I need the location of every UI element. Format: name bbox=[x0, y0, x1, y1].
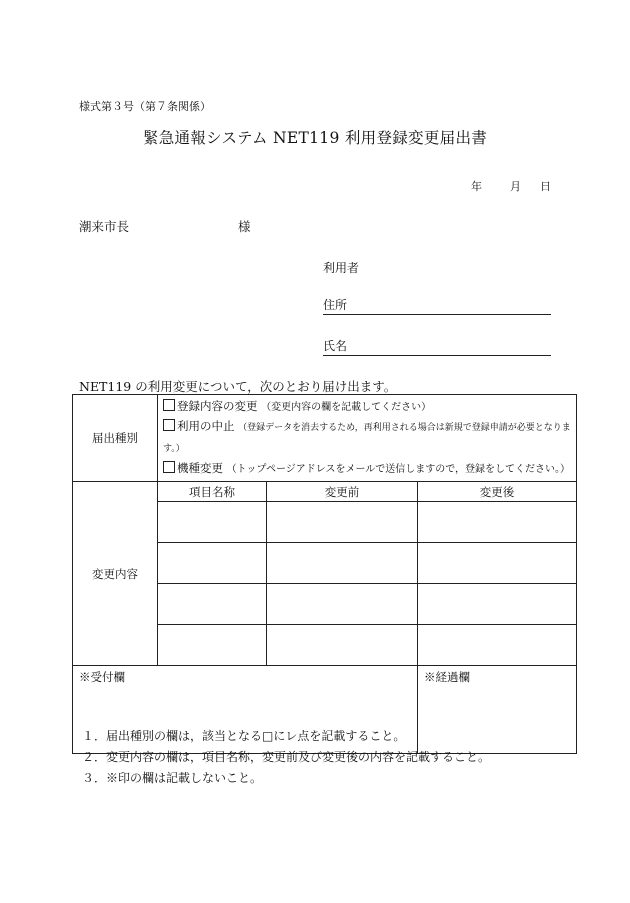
name-field[interactable] bbox=[323, 337, 551, 356]
item-name-cell[interactable] bbox=[158, 625, 267, 666]
notes bbox=[82, 726, 490, 789]
option-stop-use[interactable]: 利用の中止 （登録データを消去するため，再利用される場合は新規で登録申請が必要となります。） bbox=[163, 419, 571, 454]
page-title: 緊急通報システム NET119 利用登録変更届出書 bbox=[142, 129, 488, 147]
change-header-row bbox=[73, 482, 577, 502]
form-number: 様式第３号（第７条関係） bbox=[79, 100, 211, 113]
notification-type-label: 届出種別 bbox=[73, 395, 158, 482]
before-cell[interactable] bbox=[267, 543, 418, 584]
notification-type-row bbox=[73, 395, 577, 482]
note-item: ２．変更内容の欄は，項目名称，変更前及び変更後の内容を記載すること。 bbox=[82, 750, 491, 764]
checkbox[interactable] bbox=[163, 461, 175, 473]
item-name-cell[interactable] bbox=[158, 543, 267, 584]
note-item: １．届出種別の欄は，該当となる□にレ点を記載すること。 bbox=[82, 729, 406, 743]
addressee: 潮来市長 bbox=[79, 219, 130, 234]
address-field[interactable] bbox=[323, 296, 551, 315]
checkbox[interactable] bbox=[163, 399, 175, 411]
column-header: 項目名称 bbox=[158, 482, 267, 502]
date-day: 日 bbox=[540, 180, 551, 193]
option-device-change[interactable]: 機種変更 （トップページアドレスをメールで送信しますので，登録をしてください。） bbox=[163, 459, 576, 479]
reception-label: ※受付欄 bbox=[79, 670, 125, 684]
address-label: 住所 bbox=[323, 298, 348, 312]
honorific: 様 bbox=[238, 219, 251, 234]
after-cell[interactable] bbox=[418, 584, 577, 625]
before-cell[interactable] bbox=[267, 502, 418, 543]
before-cell[interactable] bbox=[267, 584, 418, 625]
after-cell[interactable] bbox=[418, 543, 577, 584]
before-cell[interactable] bbox=[267, 625, 418, 666]
change-form-table bbox=[72, 394, 577, 754]
column-header: 変更前 bbox=[267, 482, 418, 502]
applicant-label: 利用者 bbox=[323, 261, 360, 275]
name-label: 氏名 bbox=[323, 339, 348, 353]
change-content-label: 変更内容 bbox=[73, 482, 158, 666]
date-month: 月 bbox=[510, 180, 521, 193]
progress-label: ※経過欄 bbox=[424, 670, 470, 684]
notification-type-options bbox=[158, 395, 577, 482]
after-cell[interactable] bbox=[418, 502, 577, 543]
note-item: ３．※印の欄は記載しないこと。 bbox=[82, 771, 263, 785]
item-name-cell[interactable] bbox=[158, 502, 267, 543]
intro-text: NET119 の利用変更について，次のとおり届け出ます。 bbox=[79, 379, 397, 394]
checkbox[interactable] bbox=[163, 419, 175, 431]
item-name-cell[interactable] bbox=[158, 584, 267, 625]
date-year: 年 bbox=[471, 180, 482, 193]
column-header: 変更後 bbox=[418, 482, 577, 502]
after-cell[interactable] bbox=[418, 625, 577, 666]
option-registration-change[interactable]: 登録内容の変更 （変更内容の欄を記載してください） bbox=[163, 397, 576, 417]
